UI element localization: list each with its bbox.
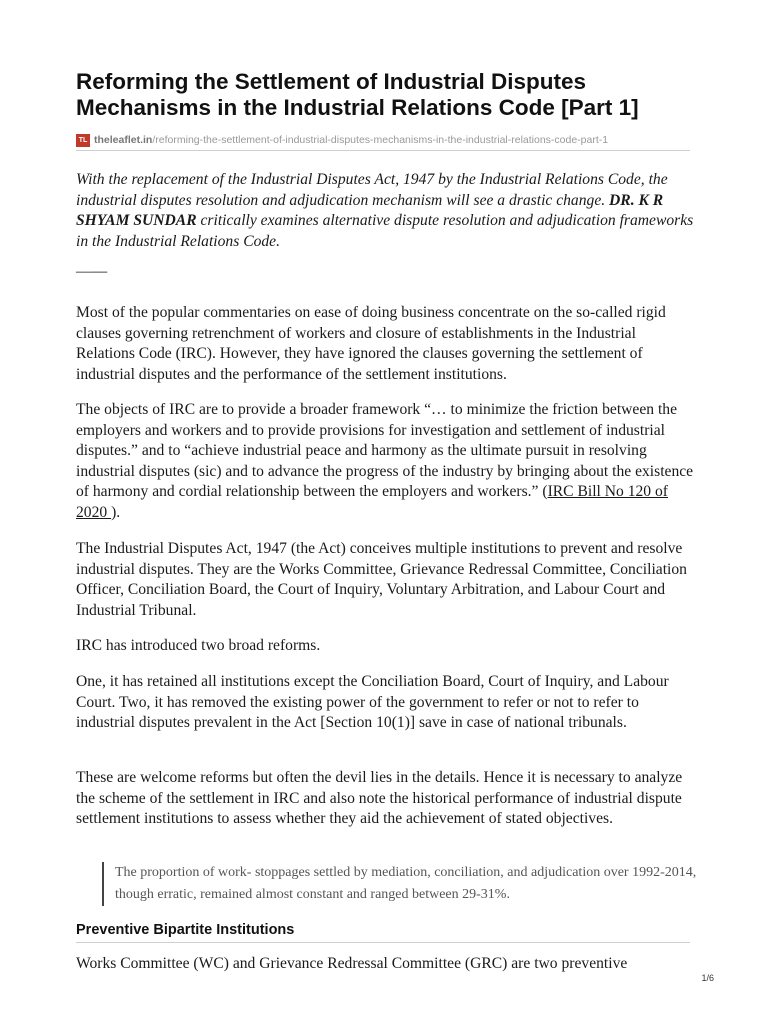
paragraph-2-end: ).: [111, 503, 121, 521]
paragraph-7: Works Committee (WC) and Grievance Redressal Committee (GRC) are two preventive: [76, 955, 628, 972]
intro-text-end: critically examines alternative dispute resolution and adjudication frameworks in the Industrial Relations Code.: [76, 212, 694, 250]
paragraph-5: One, it has retained all institutions except the Conciliation Board, Court of Inquiry, and Labour Court. Two, it has removed the existing power of the government to refer or not to refer to industrial disputes prevalent in the Act [Section 10(1)] save in case of national tribunals.: [76, 673, 669, 732]
paragraph-2-text: The objects of IRC are to provide a broader framework “… to minimize the friction between the employers and workers and to provide provisions for investigation and settlement of industrial disputes.” and to “achieve industrial peace and harmony as the ultimate pursuit in resolving industrial disputes (sic) and to advance the progress of the industry by bringing about the existence of harmony and cordial relationship between the employers and workers.” (: [76, 401, 694, 501]
source-url-link[interactable]: [94, 134, 608, 146]
pull-quote: The proportion of work- stoppages settled by mediation, conciliation, and adjudication over 1992-2014, though erratic, remained almost constant and ranged between 29-31%.: [102, 862, 705, 906]
intro-text-start: With the replacement of the Industrial Disputes Act, 1947 by the Industrial Relations Code, the industrial disputes resolution and adjudication mechanism will see a drastic change.: [76, 171, 668, 209]
article-title: Reforming the Settlement of Industrial Disputes Mechanisms in the Industrial Relations Code [Part 1]: [76, 69, 639, 120]
paragraph-2: [76, 400, 696, 524]
paragraph-4: IRC has introduced two broad reforms.: [76, 637, 321, 654]
author-name: DR. K R SHYAM SUNDAR: [76, 191, 664, 230]
paragraph-6: These are welcome reforms but often the devil lies in the details. Hence it is necessary to analyze the scheme of the settlement in IRC and also note the historical performance of industrial dispute settlement institutions to assess whether they aid the achievement of stated objectives.: [76, 769, 683, 828]
source-row: [76, 130, 690, 151]
section-heading: Preventive Bipartite Institutions: [76, 922, 690, 943]
source-domain[interactable]: theleaflet.in: [94, 134, 153, 146]
separator: ——: [76, 263, 108, 280]
intro-paragraph: [76, 170, 696, 252]
paragraph-1: Most of the popular commentaries on ease of doing business concentrate on the so-called rigid clauses governing retrenchment of workers and closure of establishments in the Industrial Relations Code (IRC). However, they have ignored the clauses governing the settlement of industrial disputes and the performance of the settlement institutions.: [76, 304, 666, 383]
irc-bill-link[interactable]: IRC Bill No 120 of 2020: [76, 483, 668, 521]
source-path[interactable]: /reforming-the-settlement-of-industrial-disputes-mechanisms-in-the-industrial-relations-code-part-1: [152, 134, 609, 146]
paragraph-3: The Industrial Disputes Act, 1947 (the Act) conceives multiple institutions to prevent and resolve industrial disputes. They are the Works Committee, Grievance Redressal Committee, Conciliation Officer, Conciliation Board, the Court of Inquiry, Voluntary Arbitration, and Labour Court and Industrial Tribunal.: [76, 540, 687, 619]
site-logo-icon: TL: [76, 134, 90, 147]
page-number: 1/6: [701, 973, 714, 983]
